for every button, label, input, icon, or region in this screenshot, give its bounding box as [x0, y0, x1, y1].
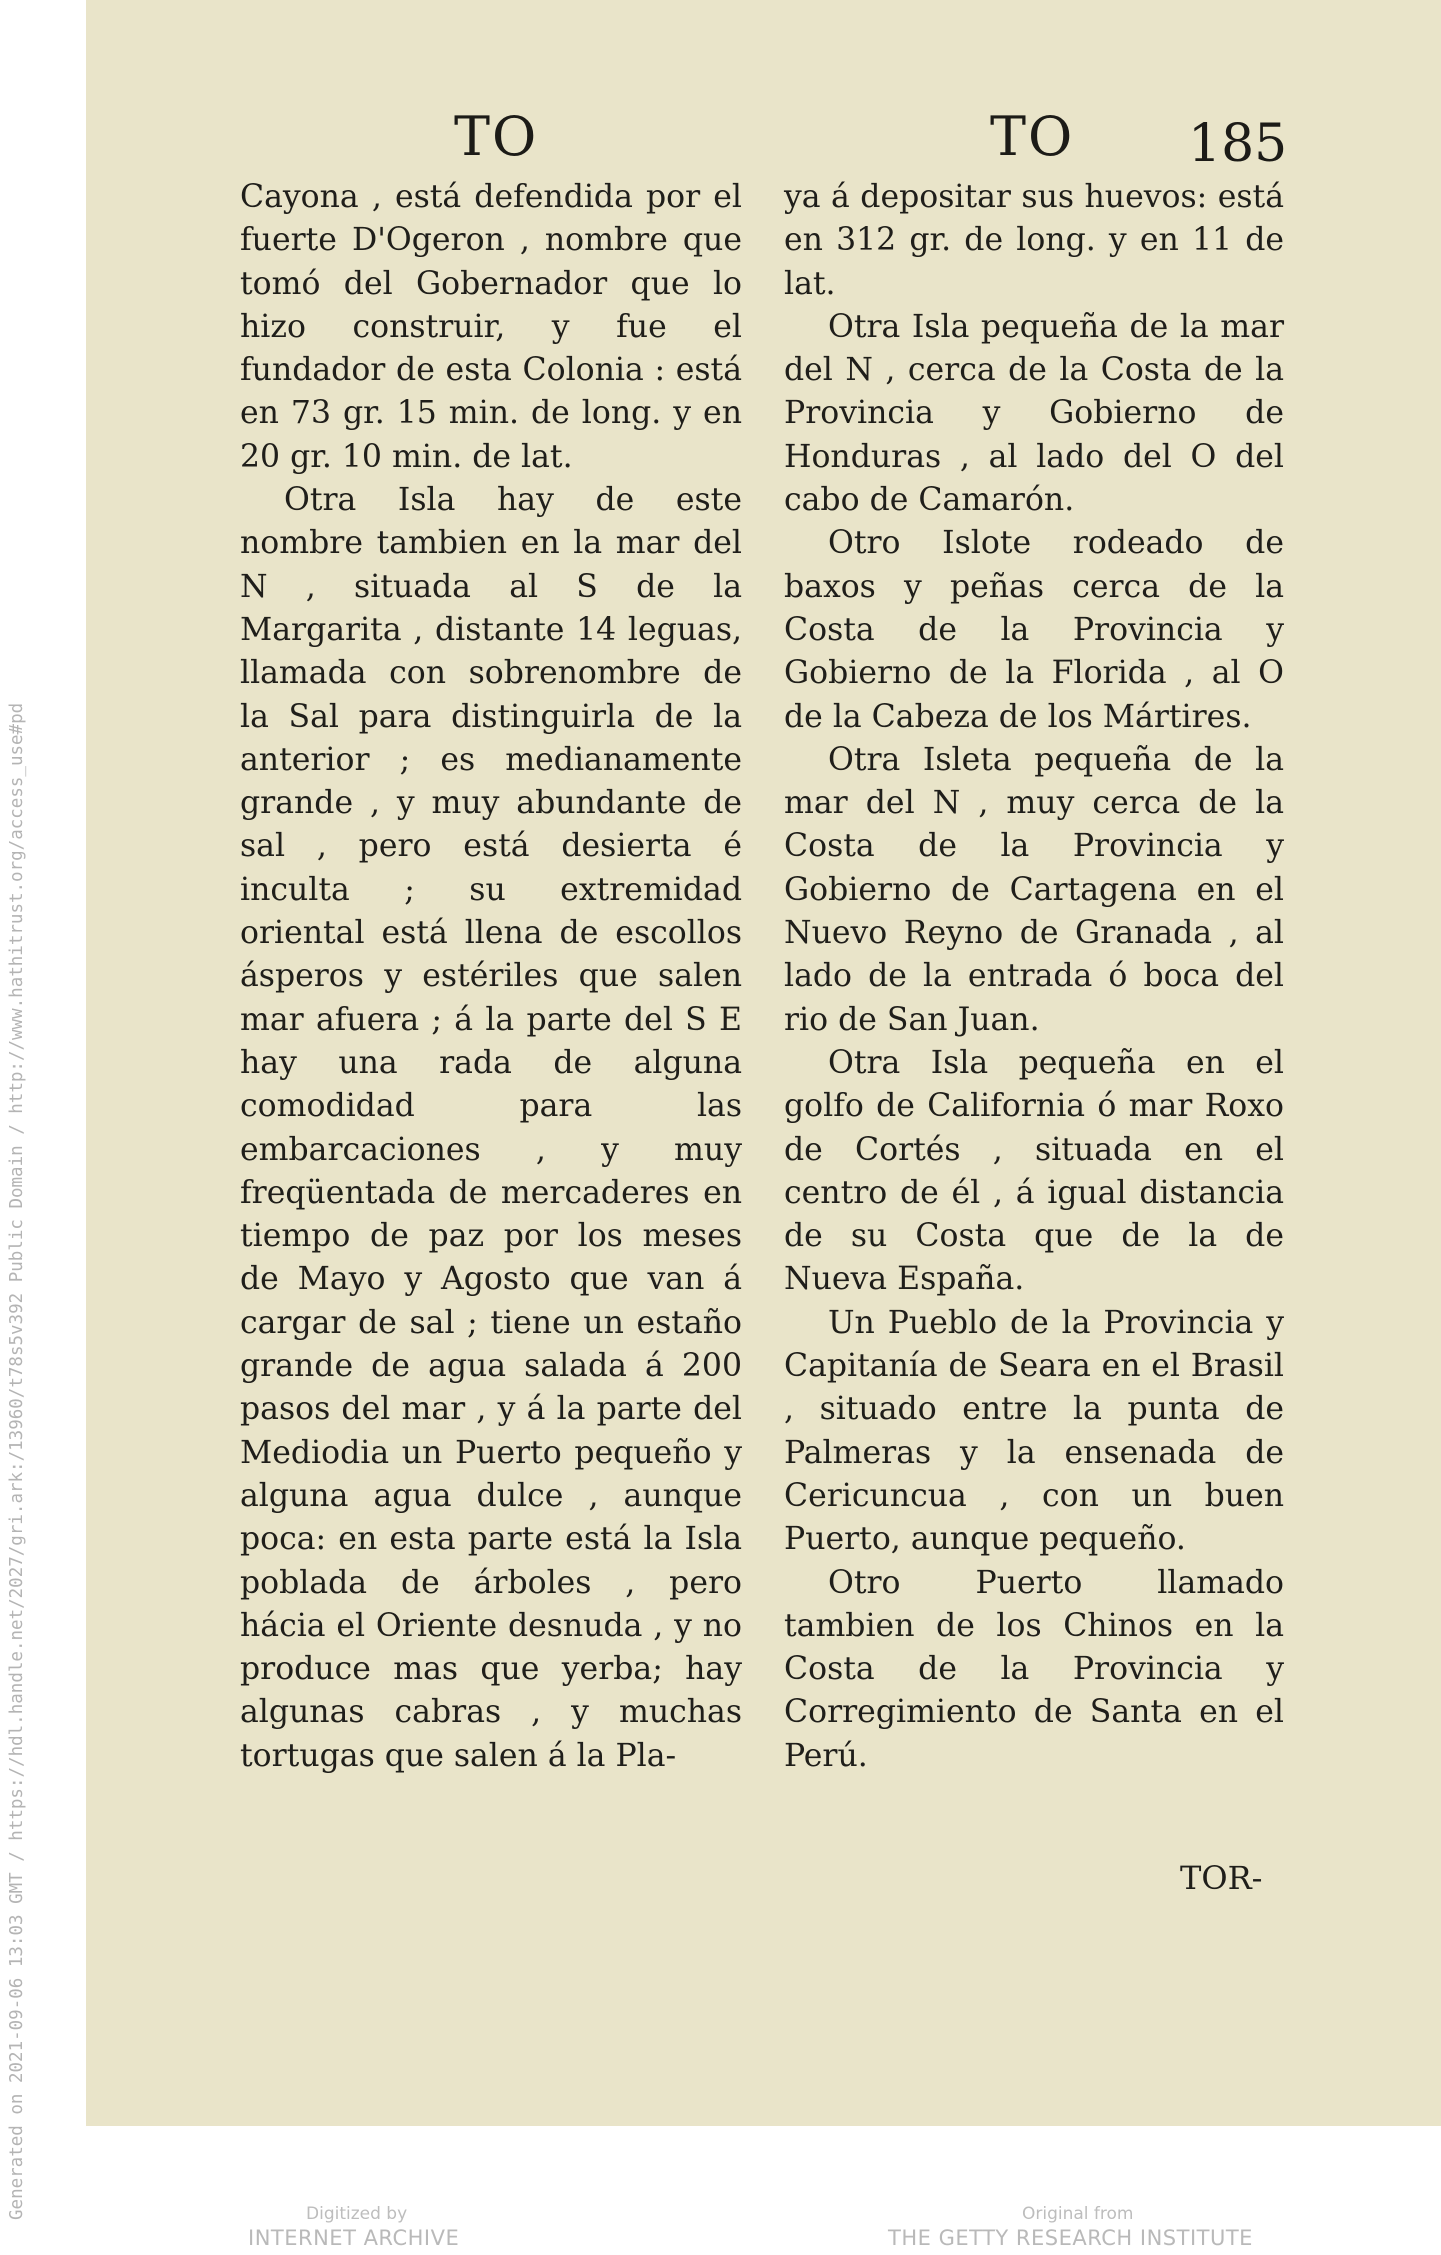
generation-watermark: Generated on 2021-09-06 13:03 GMT / https://hdl.handle.net/2027/gri.ark:/13960/t78s5v392 Public Domain / http://www.hathitrust.org/access_use#pd [7, 702, 27, 2220]
running-head-left: TO [454, 105, 539, 168]
digitized-by-name: INTERNET ARCHIVE [248, 2226, 460, 2250]
right-column [784, 176, 1284, 1778]
paragraph: Otra Isleta pequeña de la mar del N , muy cerca de la Costa de la Provincia y Gobierno de Cartagena en el Nuevo Reyno de Granada , al lado de la entrada ó boca del rio de San Juan. [784, 741, 1284, 1038]
paragraph: Otra Isla pequeña de la mar del N , cerca de la Costa de la Provincia y Gobierno de Honduras , al lado del O del cabo de Camarón. [784, 308, 1284, 519]
original-from-label: Original from [1022, 2204, 1134, 2224]
left-column [240, 176, 742, 1778]
paragraph: Otra Isla hay de este nombre tambien en la mar del N , situada al S de la Margarita , distante 14 leguas, llamada con sobrenombre de la Sal para distinguirla de la anterior ; es medianamente grande , y muy abundante de sal , pero está desierta é inculta ; su extremidad oriental está llena de escollos ásperos y estériles que salen mar afuera ; á la parte del S E hay una rada de alguna comodidad para las embarcaciones , y muy freqüentada de mercaderes en tiempo de paz por los meses de Mayo y Agosto que van á cargar de sal ; tiene un estaño grande de agua salada á 200 pasos del mar , y á la parte del Mediodia un Puerto pequeño y alguna agua dulce , aunque poca: en esta parte está la Isla poblada de árboles , pero hácia el Oriente desnuda , y no produce mas que yerba; hay algunas cabras , y muchas tortugas que salen á la Pla- [240, 482, 742, 1774]
page-number: 185 [1188, 114, 1288, 174]
original-from-name: THE GETTY RESEARCH INSTITUTE [888, 2226, 1253, 2250]
paragraph: Cayona , está defendida por el fuerte D'Ogeron , nombre que tomó del Gobernador que lo hizo construir, y fue el fundador de esta Colonia : está en 73 gr. 15 min. de long. y en 20 gr. 10 min. de lat. [240, 179, 742, 475]
paragraph: ya á depositar sus huevos: está en 312 gr. de long. y en 11 de lat. [784, 179, 1284, 302]
running-head-right: TO [990, 105, 1075, 168]
paragraph: Otro Islote rodeado de baxos y peñas cerca de la Costa de la Provincia y Gobierno de la Florida , al O de la Cabeza de los Mártires. [784, 525, 1284, 735]
paragraph: Un Pueblo de la Provincia y Capitanía de Seara en el Brasil , situado entre la punta de Palmeras y la ensenada de Cericuncua , con un buen Puerto, aunque pequeño. [784, 1304, 1284, 1558]
paragraph: Otro Puerto llamado tambien de los Chinos en la Costa de la Provincia y Corregimiento de Santa en el Perú. [784, 1564, 1284, 1774]
catchword: TOR- [1180, 1859, 1263, 1897]
digitized-by-label: Digitized by [306, 2204, 408, 2224]
paragraph: Otra Isla pequeña en el golfo de California ó mar Roxo de Cortés , situada en el centro de él , á igual distancia de su Costa que de la de Nueva España. [784, 1044, 1284, 1298]
